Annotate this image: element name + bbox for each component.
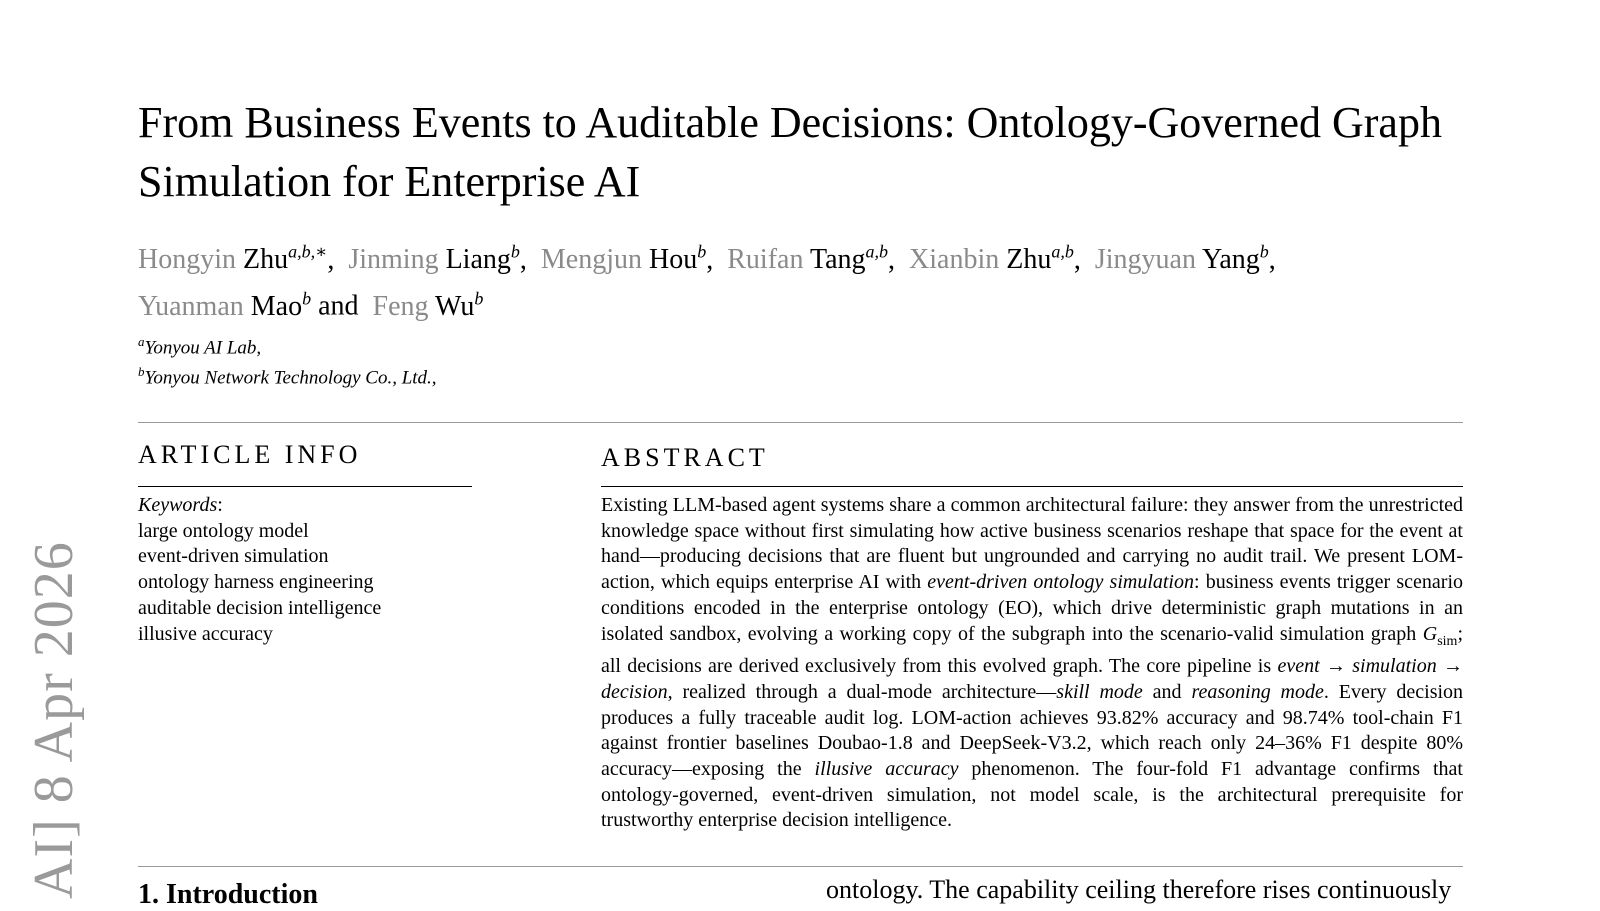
author: Jinming Liang$^b$	[348, 242, 520, 276]
keywords-label: Keywords:	[138, 494, 223, 516]
body-text-col2: ontology. The capability ceiling therefore rises continuously	[826, 875, 1452, 904]
author-list: Hongyin Zhu$^{a,b,∗}$, Jinming Liang$^b$, Mengjun Hou$^b$, Ruifan Tang$^{a,b}$, Xianbin Zhu$^{a,b}$, Jingyuan Yang$^b$, Yuanman Mao$^b$ and Feng Wu$^b$	[138, 242, 1283, 322]
author: Xianbin Zhu$^{a,b}$	[909, 242, 1074, 276]
affiliation-a: $^a$Yonyou AI Lab,	[138, 334, 262, 359]
article-info-rule	[138, 486, 472, 487]
keyword: ontology harness engineering	[138, 571, 374, 594]
arxiv-stamp: AI] 8 Apr 2026	[23, 541, 85, 899]
and-word: and	[318, 290, 359, 322]
author: Mengjun Hou$^b$	[540, 242, 707, 276]
keyword: auditable decision intelligence	[138, 596, 382, 619]
keyword: large ontology model	[138, 519, 309, 542]
section-heading: 1. Introduction	[138, 879, 318, 910]
keyword: illusive accuracy	[138, 622, 273, 645]
keyword: event-driven simulation	[138, 545, 329, 568]
abstract-text: Existing LLM-based agent systems share a common architectural failure: they answer from the unrestricted knowledge space without first simulating how active business scenarios reshape that space for the event at hand—producing decisions that are fluent but ungrounded and carrying no audit trail. We present LOM-action, which equips enterprise AI with event-driven ontology simulation: business events trigger scenario conditions encoded in the enterprise ontology (EO), which drive deterministic graph mutations in an isolated sandbox, evolving a working copy of the subgraph into the scenario-valid simulation graph $G_{sim}$; all decisions are derived exclusively from this evolved graph. The core pipeline is event → simulation → decision, realized through a dual-mode architecture—skill mode and reasoning mode. Every decision produces a fully traceable audit log. LOM-action achieves 93.82% accuracy and 98.74% tool-chain F1 against frontier baselines Doubao-1.8 and DeepSeek-V3.2, which reach only 24–36% F1 despite 80% accuracy—exposing the illusive accuracy phenomenon. The four-fold F1 advantage confirms that ontology-governed, event-driven simulation, not model scale, is the architectural prerequisite for trustworthy enterprise decision intelligence.	[601, 494, 1464, 832]
author: Yuanman Mao$^b$	[138, 288, 312, 322]
keywords-block	[138, 493, 381, 647]
header-rule	[138, 422, 1463, 423]
author: Jingyuan Yang$^b$	[1094, 242, 1269, 276]
abstract-bottom-rule	[138, 866, 1463, 867]
author: Feng Wu$^b$	[372, 288, 484, 322]
abstract-heading: ABSTRACT	[601, 443, 769, 472]
affiliation-b: $^b$Yonyou Network Technology Co., Ltd.,	[138, 364, 437, 389]
author: Ruifan Tang$^{a,b}$	[727, 242, 889, 276]
article-info-heading: ARTICLE INFO	[138, 440, 362, 469]
abstract-rule	[601, 486, 1463, 487]
paper-title: From Business Events to Auditable Decisions: Ontology-Governed Graph Simulation for Enterprise AI	[138, 98, 1442, 206]
author: Hongyin Zhu$^{a,b,∗}$	[138, 242, 328, 276]
